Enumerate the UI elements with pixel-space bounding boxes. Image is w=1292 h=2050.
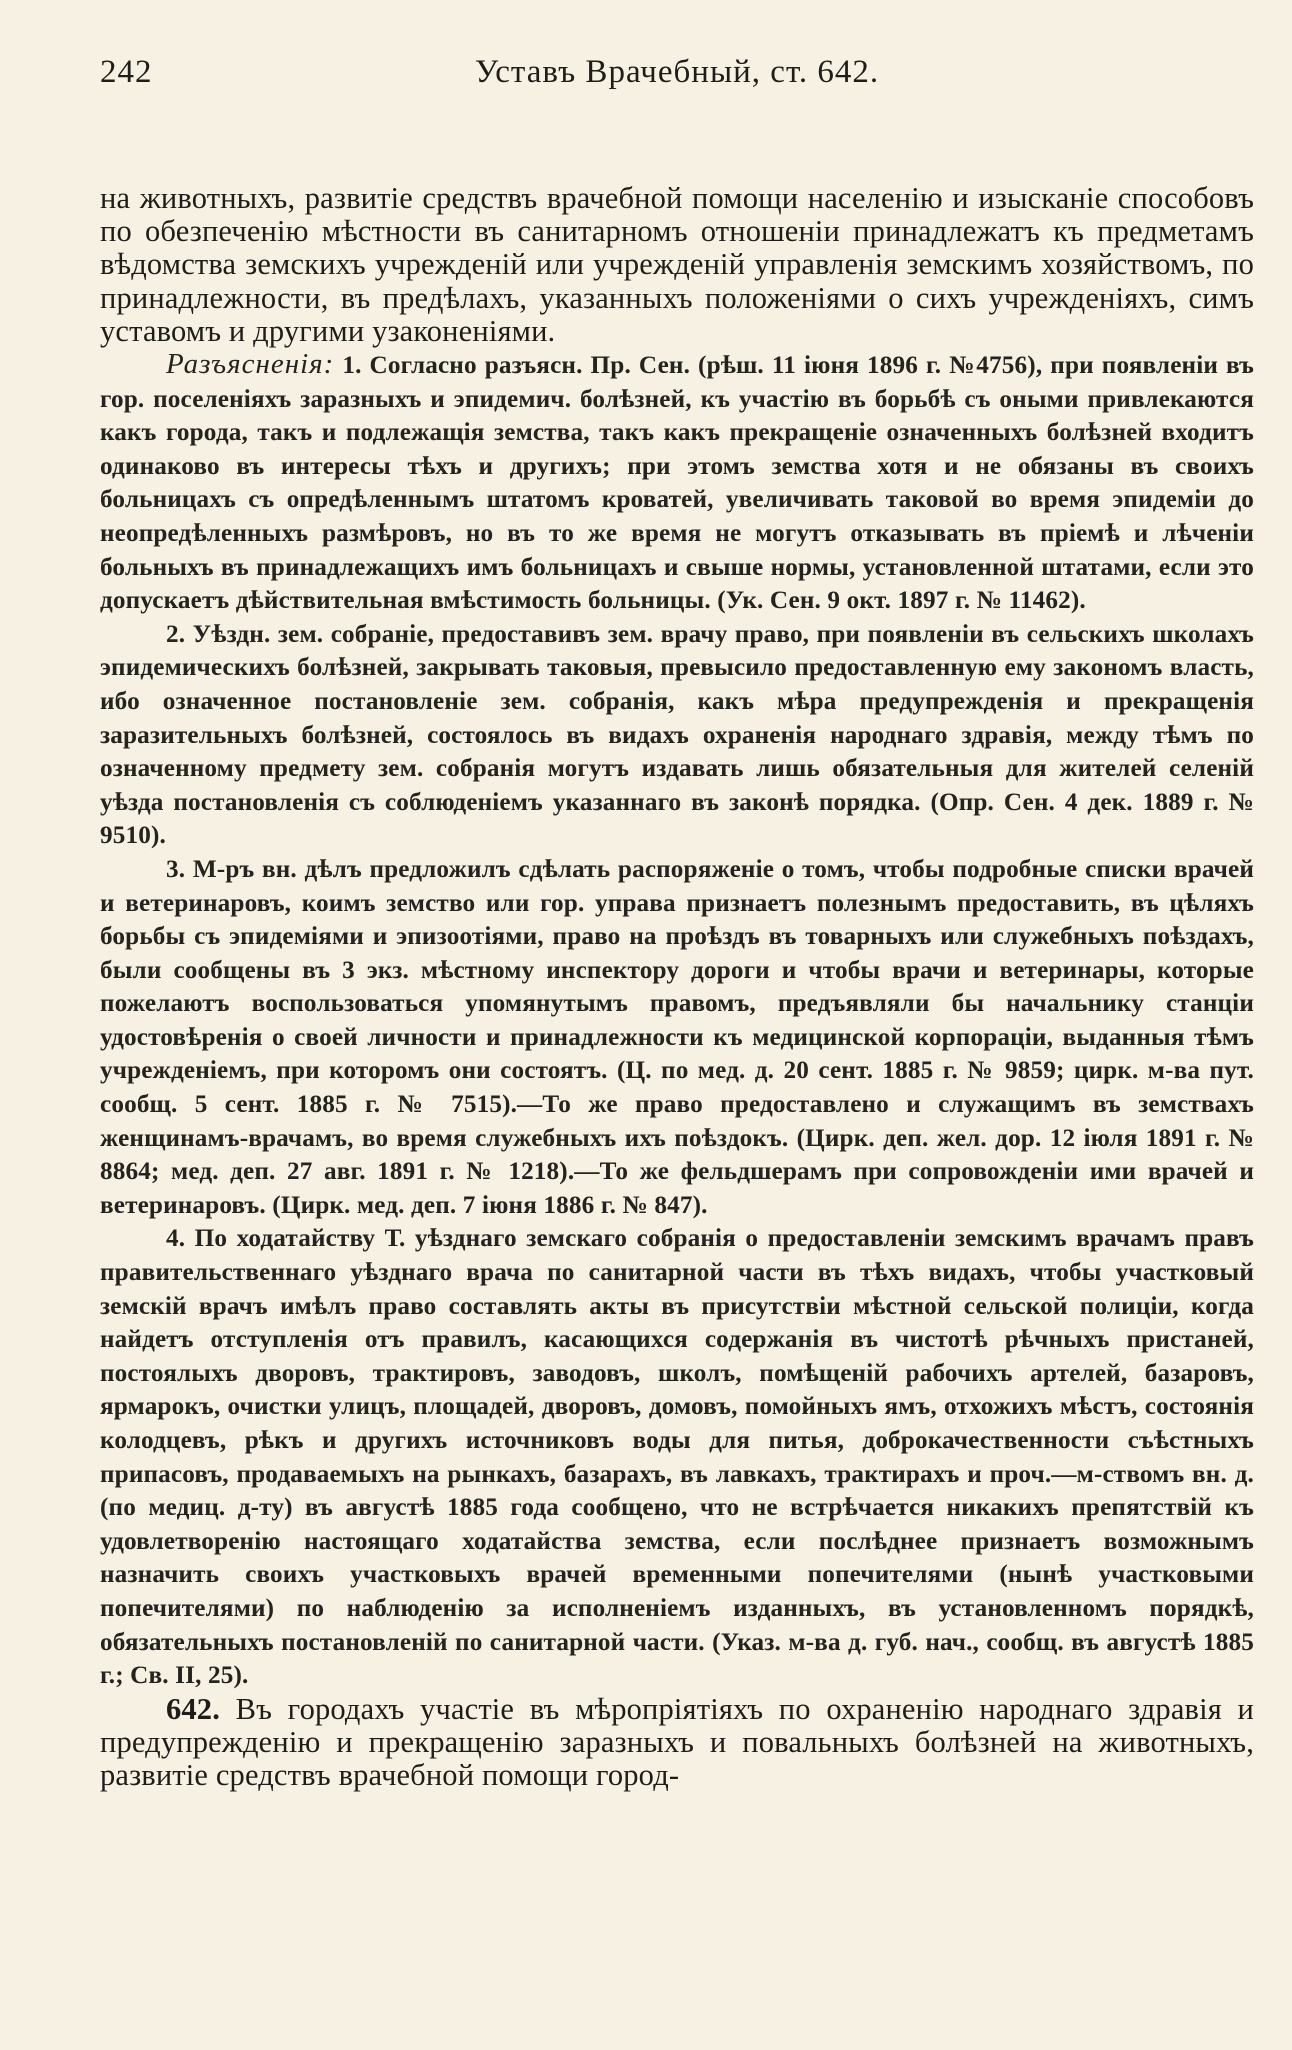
article-text: Въ городахъ участіе въ мѣропріятіяхъ по охраненію народнаго здравія и предупрежденію и прекращенію заразныхъ и повальныхъ болѣзней на животныхъ, развитіе средствъ врачебной помощи город- [100, 1691, 1254, 1793]
explanation-text-1: 1. Согласно разъясн. Пр. Сен. (рѣш. 11 іюня 1896 г. №4756), при появленіи въ гор. поселеніяхъ заразныхъ и эпидемич. болѣзней, къ участію въ борьбѣ съ оными привлекаются какъ города, такъ и подлежащія земства, такъ какъ прекращеніе означенныхъ болѣзней входитъ одинаково въ интересы тѣхъ и другихъ; при этомъ земства хотя и не обязаны въ своихъ больницахъ съ опредѣленнымъ штатомъ кроватей, увеличивать таковой во время эпидеміи до неопредѣленныхъ размѣровъ, но въ то же время не могутъ отказывать въ пріемѣ и лѣченіи больныхъ въ принадлежащихъ имъ больницахъ и свыше нормы, установленной штатами, если это допускаетъ дѣйствительная вмѣстимость больницы. (Ук. Сен. 9 окт. 1897 г. № 11462). [100, 352, 1254, 615]
explanation-item-3: 3. М-ръ вн. дѣлъ предложилъ сдѣлать распоряженіе о томъ, чтобы подробные списки врачей и ветеринаровъ, коимъ земство или гор. управа признаетъ полезнымъ предоставить, въ цѣляхъ борьбы съ эпидеміями и эпизоотіями, право на проѣздъ въ товарныхъ или служебныхъ поѣздахъ, были сообщены въ 3 экз. мѣстному инспектору дороги и чтобы врачи и ветеринары, которые пожелаютъ воспользоваться упомянутымъ правомъ, предъявляли бы начальнику станціи удостовѣренія о своей личности и принадлежности къ медицинской корпораціи, выданныя тѣмъ учрежденіемъ, при которомъ они состоятъ. (Ц. по мед. д. 20 сент. 1885 г. № 9859; цирк. м-ва пут. сообщ. 5 сент. 1885 г. № 7515).—То же право предоставлено и служащимъ въ земствахъ женщинамъ-врачамъ, во время служебныхъ ихъ поѣздокъ. (Цирк. деп. жел. дор. 12 іюля 1891 г. № 8864; мед. деп. 27 авг. 1891 г. № 1218).—То же фельдшерамъ при сопровожденіи ими врачей и ветеринаровъ. (Цирк. мед. деп. 7 іюня 1886 г. № 847). [100, 855, 1254, 1219]
intro-paragraph: на животныхъ, развитіе средствъ врачебной помощи населенію и изысканіе способовъ по обезпеченію мѣстности въ санитарномъ отношеніи принадлежатъ къ предметамъ вѣдомства земскихъ учрежденій или учрежденій управленія земскимъ хозяйствомъ, по принадлежности, въ предѣлахъ, указанныхъ положеніями о сихъ учрежденіяхъ, симъ уставомъ и другими узаконеніями. [100, 181, 1254, 348]
running-title: Уставъ Врачебный, ст. 642. [474, 54, 880, 90]
page-header [100, 46, 1254, 106]
article-number: 642. [166, 1691, 220, 1726]
explanation-item-4: 4. По ходатайству Т. уѣзднаго земскаго собранія о предоставленіи земскимъ врачамъ правъ правительственнаго уѣзднаго врача по санитарной части въ тѣхъ видахъ, чтобы участковый земскій врачъ имѣлъ право составлять акты въ присутствіи мѣстной сельской полиціи, когда найдетъ отступленія отъ правилъ, касающихся содержанія въ чистотѣ рѣчныхъ пристаней, постоялыхъ дворовъ, трактировъ, заводовъ, школъ, помѣщеній рабочихъ артелей, базаровъ, ярмарокъ, очистки улицъ, площадей, дворовъ, домовъ, помойныхъ ямъ, отхожихъ мѣстъ, состоянія колодцевъ, рѣкъ и другихъ источниковъ воды для питья, доброкачественности съѣстныхъ припасовъ, продаваемыхъ на рынкахъ, базарахъ, въ лавкахъ, трактирахъ и проч.—м-ствомъ вн. д. (по медиц. д-ту) въ августѣ 1885 года сообщено, что не встрѣчается никакихъ препятствій къ удовлетворенію настоящаго ходатайства земства, если послѣднее признаетъ возможнымъ назначить своихъ участковыхъ врачей временными попечителями (нынѣ участковыми попечителями) по наблюденію за исполненіемъ изданныхъ, въ установленномъ порядкѣ, обязательныхъ постановленій по санитарной части. (Указ. м-ва д. губ. нач., сообщ. въ августѣ 1885 г.; Св. II, 25). [100, 1225, 1254, 1690]
body-text [100, 182, 1254, 1792]
page-number: 242 [100, 54, 153, 90]
explanations-label: Разъясненія: [166, 348, 335, 381]
explanation-item-1 [100, 348, 1254, 618]
explanation-item-2: 2. Уѣздн. зем. собраніе, предоставивъ зем. врачу право, при появленіи въ сельскихъ школахъ эпидемическихъ болѣзней, закрывать таковыя, превысило предоставленную ему закономъ власть, ибо означенное постановленіе зем. собранія, какъ мѣра предупрежденія и прекращенія заразительныхъ болѣзней, состоялось въ видахъ охраненія народнаго здравія, между тѣмъ по означенному предмету зем. собранія могутъ издавать лишь обязательныя для жителей селеній уѣзда постановленія съ соблюденіемъ указаннаго въ законѣ порядка. (Опр. Сен. 4 дек. 1889 г. № 9510). [100, 620, 1254, 850]
article-paragraph [100, 1693, 1254, 1793]
